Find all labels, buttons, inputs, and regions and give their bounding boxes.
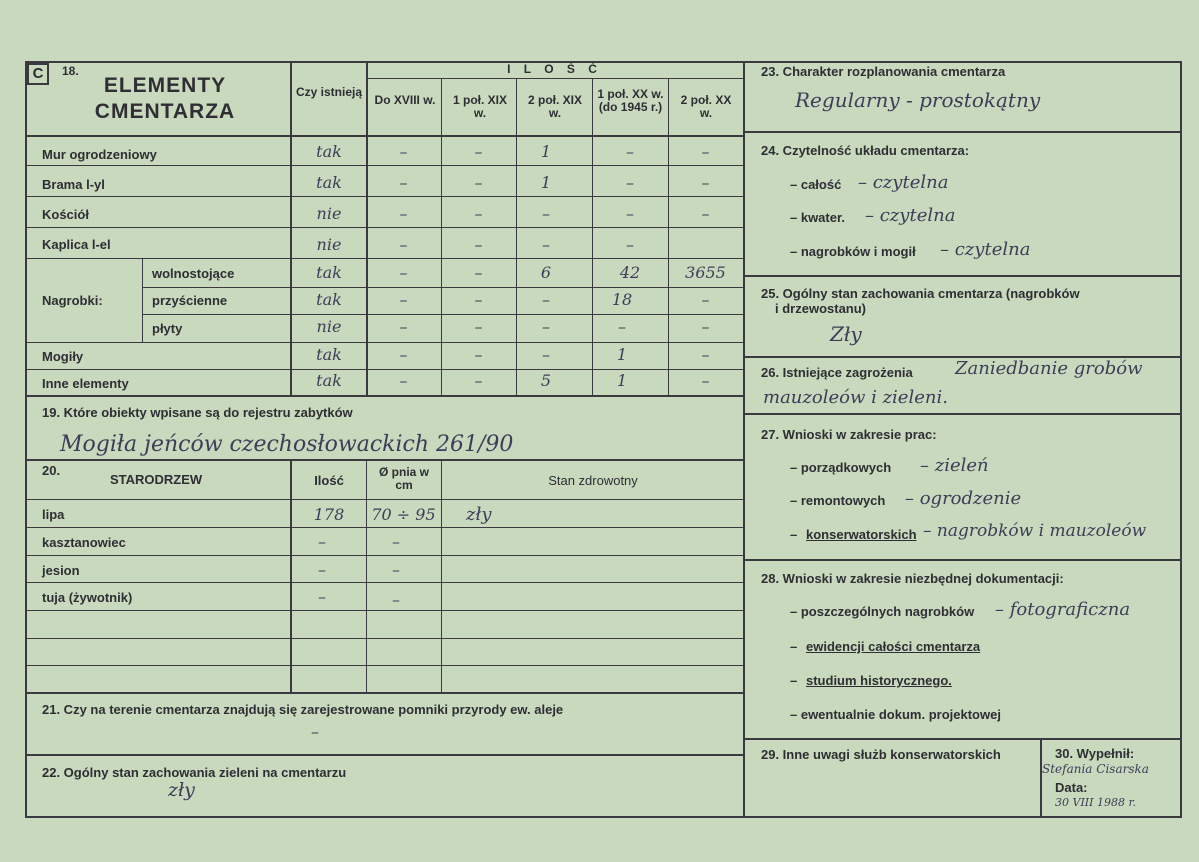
grid-h [25,165,743,166]
section-18-title-2: CMENTARZA [94,100,236,123]
grid-v [142,258,143,342]
s24-item-label: – całość [790,177,842,192]
s28-dash: – [790,673,798,688]
czy-value: tak [316,142,342,161]
tree-pnia: 70 ÷ 95 [371,505,436,524]
col-period: 1 poł. XIX w. [452,93,507,120]
section-26-value-2: mauzoleów i zieleni. [763,387,948,408]
czy-value: nie [316,204,342,223]
qty-value: – [474,204,483,223]
qty-value: – [542,345,550,364]
qty-value: – [701,345,710,364]
qty-value: – [399,173,408,192]
czy-value: tak [316,263,342,282]
section-19-label: 19. Które obiekty wpisane są do rejestru zabytków [42,405,353,420]
grid-h [25,342,743,343]
s28-item-label: – poszczególnych nagrobków [790,604,975,619]
s27-item-label: – porządkowych [790,460,892,475]
s28-item-value: – fotograficzna [995,599,1131,620]
grid-h [743,275,1182,277]
tree-ilosc: – [318,587,326,606]
qty-value: – [626,142,634,161]
qty-value: 42 [619,263,641,282]
section-25-label-1: 25. Ogólny stan zachowania cmentarza (nagrobków [761,286,1080,301]
tree-pnia: – [392,560,400,579]
qty-value: – [399,204,408,223]
section-28-label: 28. Wnioski w zakresie niezbędnej dokumentacji: [761,571,1064,586]
row-label: Inne elementy [42,376,129,391]
grid-h [25,582,743,583]
grid-h [25,227,743,228]
grid-h [743,559,1182,561]
grid-h [25,638,743,639]
qty-value: – [399,142,408,161]
qty-value: – [474,173,483,192]
tree-name: kasztanowiec [42,535,126,550]
row-label: Kościół [42,207,89,222]
s24-item-label: – kwater. [790,210,845,225]
section-26-label: 26. Istniejące zagrożenia [761,365,913,380]
tree-stan: zły [466,504,492,525]
grid-h [142,314,743,315]
s28-item-label: studium historycznego. [806,673,952,688]
section-18-title-1: ELEMENTY [103,74,227,97]
tree-ilosc: – [318,560,326,579]
tree-name: lipa [42,507,65,522]
czy-value: tak [316,345,342,364]
col-period: 1 poł. XX w. (do 1945 r.) [597,87,664,114]
s27-item-value: – zieleń [920,455,989,476]
section-20-number: 20. [42,463,61,478]
s27-item-label: konserwatorskich [806,527,917,542]
qty-value: – [701,173,710,192]
col-period: Do XVIII w. [374,93,436,107]
tree-ilosc: 178 [313,505,345,524]
section-26-value-1: Zaniedbanie grobów [955,358,1143,379]
qty-value: – [399,235,408,254]
section-24-label: 24. Czytelność układu cmentarza: [761,143,970,158]
tree-name: tuja (żywotnik) [42,590,133,605]
section-23-label: 23. Charakter rozplanowania cmentarza [761,64,1006,79]
section-30-date-label: Data: [1055,780,1088,795]
qty-value: – [542,235,550,254]
grid-h [743,413,1182,415]
section-21-label: 21. Czy na terenie cmentarza znajdują się zarejestrowane pomniki przyrody ew. aleje [42,702,564,717]
qty-value: 6 [540,263,552,282]
grid-h [743,738,1182,740]
row-label: wolnostojące [152,266,235,281]
col-period: 2 poł. XX w. [680,93,732,120]
grid-h [25,369,743,370]
section-25-label-2: i drzewostanu) [775,301,867,316]
section-23-value: Regularny - prostokątny [795,88,1041,112]
section-30-date: 30 VIII 1988 r. [1055,796,1137,809]
qty-value: – [474,317,483,336]
czy-value: tak [316,173,342,192]
qty-value: 1 [540,142,552,161]
section-letter-box: C [27,63,49,85]
tree-name: jesion [42,563,80,578]
row-label: Brama l-yl [42,177,105,192]
grid-h [25,610,743,611]
qty-value: – [542,317,550,336]
col-stan-zdrowotny: Stan zdrowotny [548,473,638,488]
grid-h [25,395,743,397]
czy-value: tak [316,290,342,309]
qty-value: 3655 [685,263,726,282]
grid-h [25,527,743,528]
grid-h [743,131,1182,133]
section-21-value: – [311,722,319,741]
border-left [25,61,27,818]
qty-value: – [618,317,626,336]
grid-h [142,287,743,288]
nagrobki-label: Nagrobki: [42,293,103,308]
qty-value: 1 [616,345,628,364]
border-bottom [25,816,1182,818]
qty-value: – [474,371,483,390]
qty-value: 1 [616,371,628,390]
qty-value: – [474,142,483,161]
s28-item-label: ewidencji całości cmentarza [806,639,981,654]
czy-value: nie [316,317,342,336]
s24-item-value: – czytelna [940,239,1031,260]
tree-pnia: – [392,590,400,609]
grid-h [25,135,743,137]
col-period: 2 poł. XIX w. [527,93,582,120]
col-pnia: Ø pnia w cm [378,465,429,492]
qty-value: – [701,142,710,161]
s27-dash: – [790,527,798,542]
qty-value: – [701,204,710,223]
qty-value: – [474,263,483,282]
tree-ilosc: – [318,532,326,551]
s24-item-value: – czytelna [865,205,956,226]
s27-item-label: – remontowych [790,493,886,508]
grid-h [25,754,743,756]
grid-h [366,78,743,79]
grid-h [25,692,743,694]
col-ilosc-drzew: Ilość [314,473,344,488]
grid-h [25,196,743,197]
s28-dash: – [790,639,798,654]
section-30-name: Stefania Cisarska [1042,762,1149,776]
qty-value: – [399,317,408,336]
grid-v [1040,738,1042,818]
qty-value: – [701,371,710,390]
section-30-label: 30. Wypełnił: [1055,746,1135,761]
section-19-value: Mogiła jeńców czechosłowackich 261/90 [60,432,514,457]
row-label: płyty [152,321,183,336]
section-29-label: 29. Inne uwagi służb konserwatorskich [761,747,1001,762]
col-ilosc: I L O Ś Ć [507,62,602,76]
grid-h [25,665,743,666]
col-czy-istnieja: Czy istnieją [295,85,363,99]
s24-item-label: – nagrobków i mogił [790,244,916,259]
section-20-title: STARODRZEW [110,472,203,487]
qty-value: – [474,290,483,309]
border-right [1180,61,1182,818]
row-label: Mogiły [42,349,84,364]
qty-value: – [542,204,550,223]
section-22-value: zły [168,779,195,801]
qty-value: – [626,204,634,223]
qty-value: – [626,173,634,192]
section-18-number: 18. [62,64,79,78]
qty-value: – [542,290,550,309]
qty-value: – [701,290,710,309]
s24-item-value: – czytelna [858,172,949,193]
qty-value: 1 [540,173,552,192]
grid-h [25,258,743,259]
row-label: Kaplica l-el [42,237,111,252]
grid-h [25,459,743,461]
czy-value: nie [316,235,342,254]
qty-value: – [399,290,408,309]
section-22-label: 22. Ogólny stan zachowania zieleni na cmentarzu [42,765,347,780]
row-label: przyścienne [152,293,228,308]
tree-pnia: – [392,532,400,551]
section-25-value: Zły [830,322,862,346]
divider-center [743,61,745,818]
grid-v [441,459,442,693]
s27-item-value: – nagrobków i mauzoleów [923,521,1147,541]
qty-value: – [399,263,408,282]
grid-h [25,499,743,500]
s28-item-label: – ewentualnie dokum. projektowej [790,707,1001,722]
qty-value: – [399,345,408,364]
qty-value: – [399,371,408,390]
qty-value: – [474,345,483,364]
qty-value: – [626,235,634,254]
qty-value: – [701,317,710,336]
grid-h [25,555,743,556]
qty-value: – [474,235,483,254]
qty-value: 18 [611,290,633,309]
qty-value: 5 [540,371,552,390]
s27-item-value: – ogrodzenie [905,488,1022,509]
row-label: Mur ogrodzeniowy [42,147,157,162]
section-27-label: 27. Wnioski w zakresie prac: [761,427,937,442]
czy-value: tak [316,371,342,390]
